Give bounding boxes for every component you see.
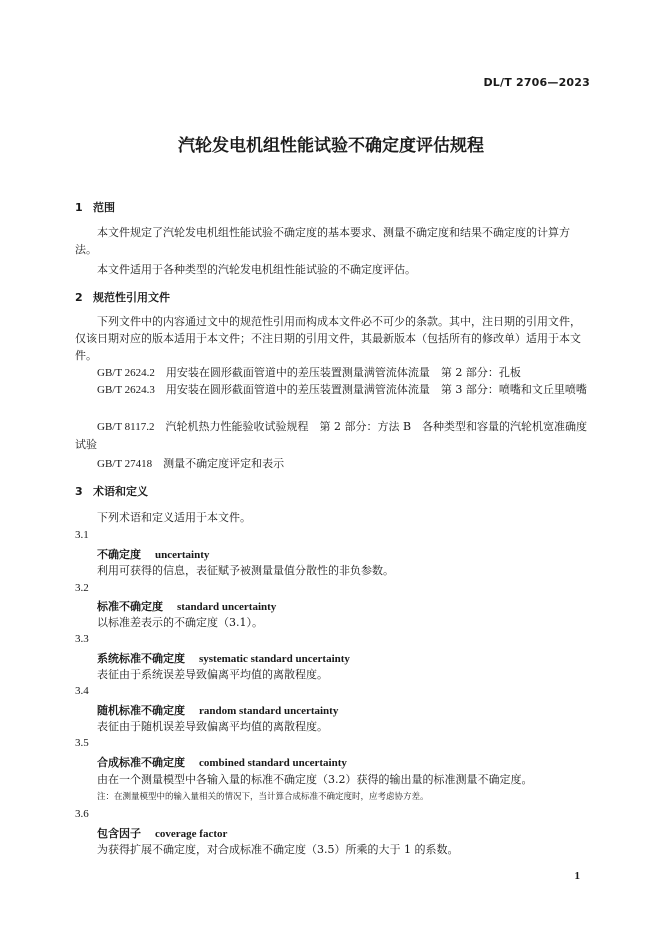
reference-title: 用安装在圆形截面管道中的差压装置测量满管流体流量 第 3 部分：喷嘴和文丘里喷嘴: [165, 383, 587, 396]
term-zh: 不确定度: [97, 548, 141, 561]
term-number: 3.6: [75, 808, 89, 820]
term-name: [97, 754, 347, 770]
section-3-intro: 下列术语和定义适用于本文件。: [97, 511, 251, 524]
reference-code: GB/T 27418: [97, 458, 153, 470]
term-name: [97, 546, 209, 562]
reference-title: 测量不确定度评定和表示: [163, 457, 285, 470]
document-title: 汽轮发电机组性能试验不确定度评估规程: [178, 136, 484, 156]
section-1-paragraph-1: 本文件规定了汽轮发电机组性能试验不确定度的基本要求、测量不确定度和结果不确定度的计算方法。: [75, 226, 570, 256]
term-number: 3.4: [75, 685, 89, 697]
term-definition: 由在一个测量模型中各输入量的标准不确定度（3.2）获得的输出量的标准测量不确定度。: [97, 773, 533, 786]
section-2-heading: [75, 289, 170, 305]
reference-item: [75, 455, 589, 473]
reference-title: 用安装在圆形截面管道中的差压装置测量满管流体流量 第 2 部分：孔板: [165, 366, 521, 379]
term-en: coverage factor: [155, 828, 228, 840]
term-name: [97, 598, 276, 614]
term-number: 3.2: [75, 582, 89, 594]
term-en: uncertainty: [155, 549, 210, 561]
term-definition: 表征由于系统误差导致偏离平均值的离散程度。: [97, 668, 328, 681]
term-zh: 系统标准不确定度: [97, 652, 185, 665]
term-name: [97, 825, 227, 841]
section-2-intro: 下列文件中的内容通过文中的规范性引用而构成本文件必不可少的条款。其中，注日期的引用文件，仅该日期对应的版本适用于本文件；不注日期的引用文件，其最新版本（包括所有的修改单）适用于本文件。: [75, 315, 581, 362]
term-zh: 包含因子: [97, 827, 141, 840]
term-number: 3.3: [75, 633, 89, 645]
section-title: 规范性引用文件: [93, 291, 170, 304]
term-note: 注：在测量模型中的输入量相关的情况下，当计算合成标准不确定度时，应考虑协方差。: [97, 792, 429, 802]
term-en: systematic standard uncertainty: [199, 653, 350, 665]
term-name: [97, 650, 350, 666]
term-zh: 标准不确定度: [97, 600, 163, 613]
term-zh: 随机标准不确定度: [97, 704, 185, 717]
term-en: standard uncertainty: [177, 601, 277, 613]
term-definition: 利用可获得的信息，表征赋予被测量量值分散性的非负参数。: [97, 564, 394, 577]
reference-code: GB/T 2624.2: [97, 367, 155, 379]
term-name: [97, 702, 338, 718]
section-title: 范围: [93, 201, 115, 214]
section-3-heading: [75, 483, 148, 499]
term-zh: 合成标准不确定度: [97, 756, 185, 769]
term-definition: 为获得扩展不确定度，对合成标准不确定度（3.5）所乘的大于 1 的系数。: [97, 843, 459, 856]
reference-item: [75, 418, 589, 453]
section-number: 2: [75, 291, 83, 304]
reference-item: [75, 364, 589, 382]
term-en: random standard uncertainty: [199, 705, 339, 717]
section-number: 3: [75, 485, 83, 498]
term-en: combined standard uncertainty: [199, 757, 347, 769]
reference-code: GB/T 8117.2: [97, 421, 155, 433]
term-number: 3.5: [75, 737, 89, 749]
section-number: 1: [75, 201, 83, 214]
reference-item: [75, 381, 589, 399]
term-definition: 以标准差表示的不确定度（3.1）。: [97, 616, 263, 629]
section-1-paragraph-2: 本文件适用于各种类型的汽轮发电机组性能试验的不确定度评估。: [97, 263, 416, 276]
section-1-heading: [75, 199, 115, 215]
page-number: 1: [574, 870, 580, 882]
term-number: 3.1: [75, 529, 89, 541]
reference-code: GB/T 2624.3: [97, 384, 155, 396]
section-title: 术语和定义: [93, 485, 148, 498]
term-definition: 表征由于随机误差导致偏离平均值的离散程度。: [97, 720, 328, 733]
standard-code: DL/T 2706—2023: [483, 76, 590, 89]
reference-title: 汽轮机热力性能验收试验规程 第 2 部分：方法 B 各种类型和容量的汽轮机宽准确度试验: [75, 420, 588, 451]
